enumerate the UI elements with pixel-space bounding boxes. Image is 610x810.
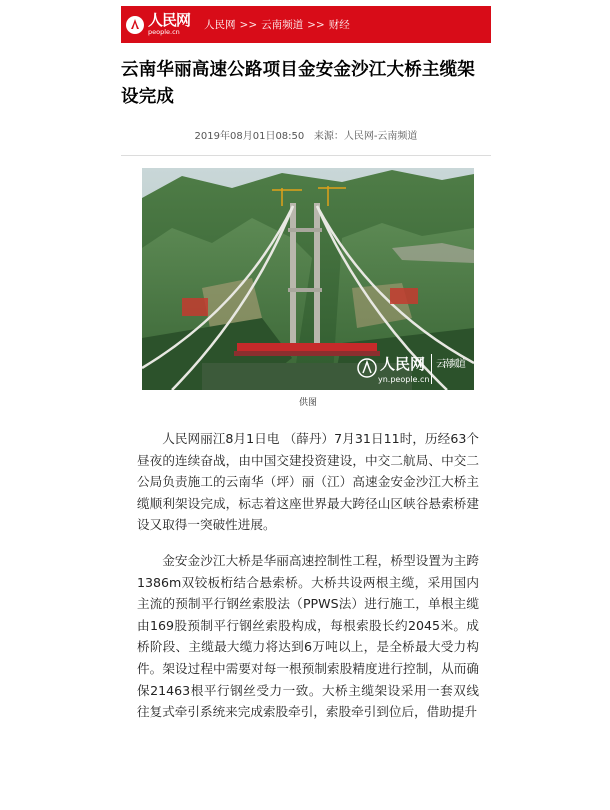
bridge-photo: [142, 168, 474, 390]
article-body: [137, 428, 479, 737]
breadcrumb-yunnan-channel[interactable]: 云南频道: [261, 19, 304, 31]
article-meta: [121, 127, 491, 142]
bridge-photo-illustration: [142, 168, 474, 390]
watermark-domain: yn.people.cn: [378, 375, 430, 384]
article-paragraph: 金安金沙江大桥是华丽高速控制性工程，桥型设置为主跨1386m双铰板桁结合悬索桥。大桥共设两根主缆，采用国内主流的预制平行钢丝索股法（PPWS法）进行施工，单根主缆由169股预制平行钢丝索股构成，每根索股长约2045米。成桥阶段、主缆最大缆力将达到6万吨以上，是全桥最大受力构件。架设过程中需要对每一根预制索股精度进行控制，从而确保21463根平行钢丝受力一致。大桥主缆架设采用一套双线往复式牵引系统来完成索股牵引，索股牵引到位后，借助提升: [137, 552, 479, 720]
people-logo[interactable]: [125, 13, 190, 36]
article-title: 云南华丽高速公路项目金安金沙江大桥主缆架设完成: [121, 60, 475, 107]
watermark-brand: 人民网: [380, 355, 426, 373]
breadcrumb-separator: >>: [239, 18, 258, 31]
logo-domain: people.cn: [148, 28, 180, 37]
logo-name: 人民网: [148, 11, 191, 30]
site-header: [121, 6, 491, 43]
image-caption: 供图: [298, 398, 317, 408]
article-source[interactable]: 来源：人民网-云南频道: [313, 131, 418, 142]
publish-date: 2019年08月01日08:50: [194, 131, 305, 142]
breadcrumb-people[interactable]: 人民网: [204, 19, 236, 31]
people-emblem-icon: [125, 15, 145, 35]
breadcrumb-separator: >>: [307, 18, 325, 31]
breadcrumb-finance[interactable]: 财经: [328, 19, 350, 31]
breadcrumb: [204, 17, 350, 32]
watermark-channel: 云南频道: [436, 359, 466, 370]
title-divider: [121, 155, 491, 156]
article-paragraph: 人民网丽江8月1日电 （薛丹）7月31日11时，历经63个昼夜的连续奋战，由中国交建投资建设，中交二航局、中交二公局负责施工的云南华（坪）丽（江）高速金安金沙江大桥主缆顺利架设完成，标志着这座世界最大跨径山区峡谷悬索桥建设又取得一突破性进展。: [137, 431, 479, 533]
